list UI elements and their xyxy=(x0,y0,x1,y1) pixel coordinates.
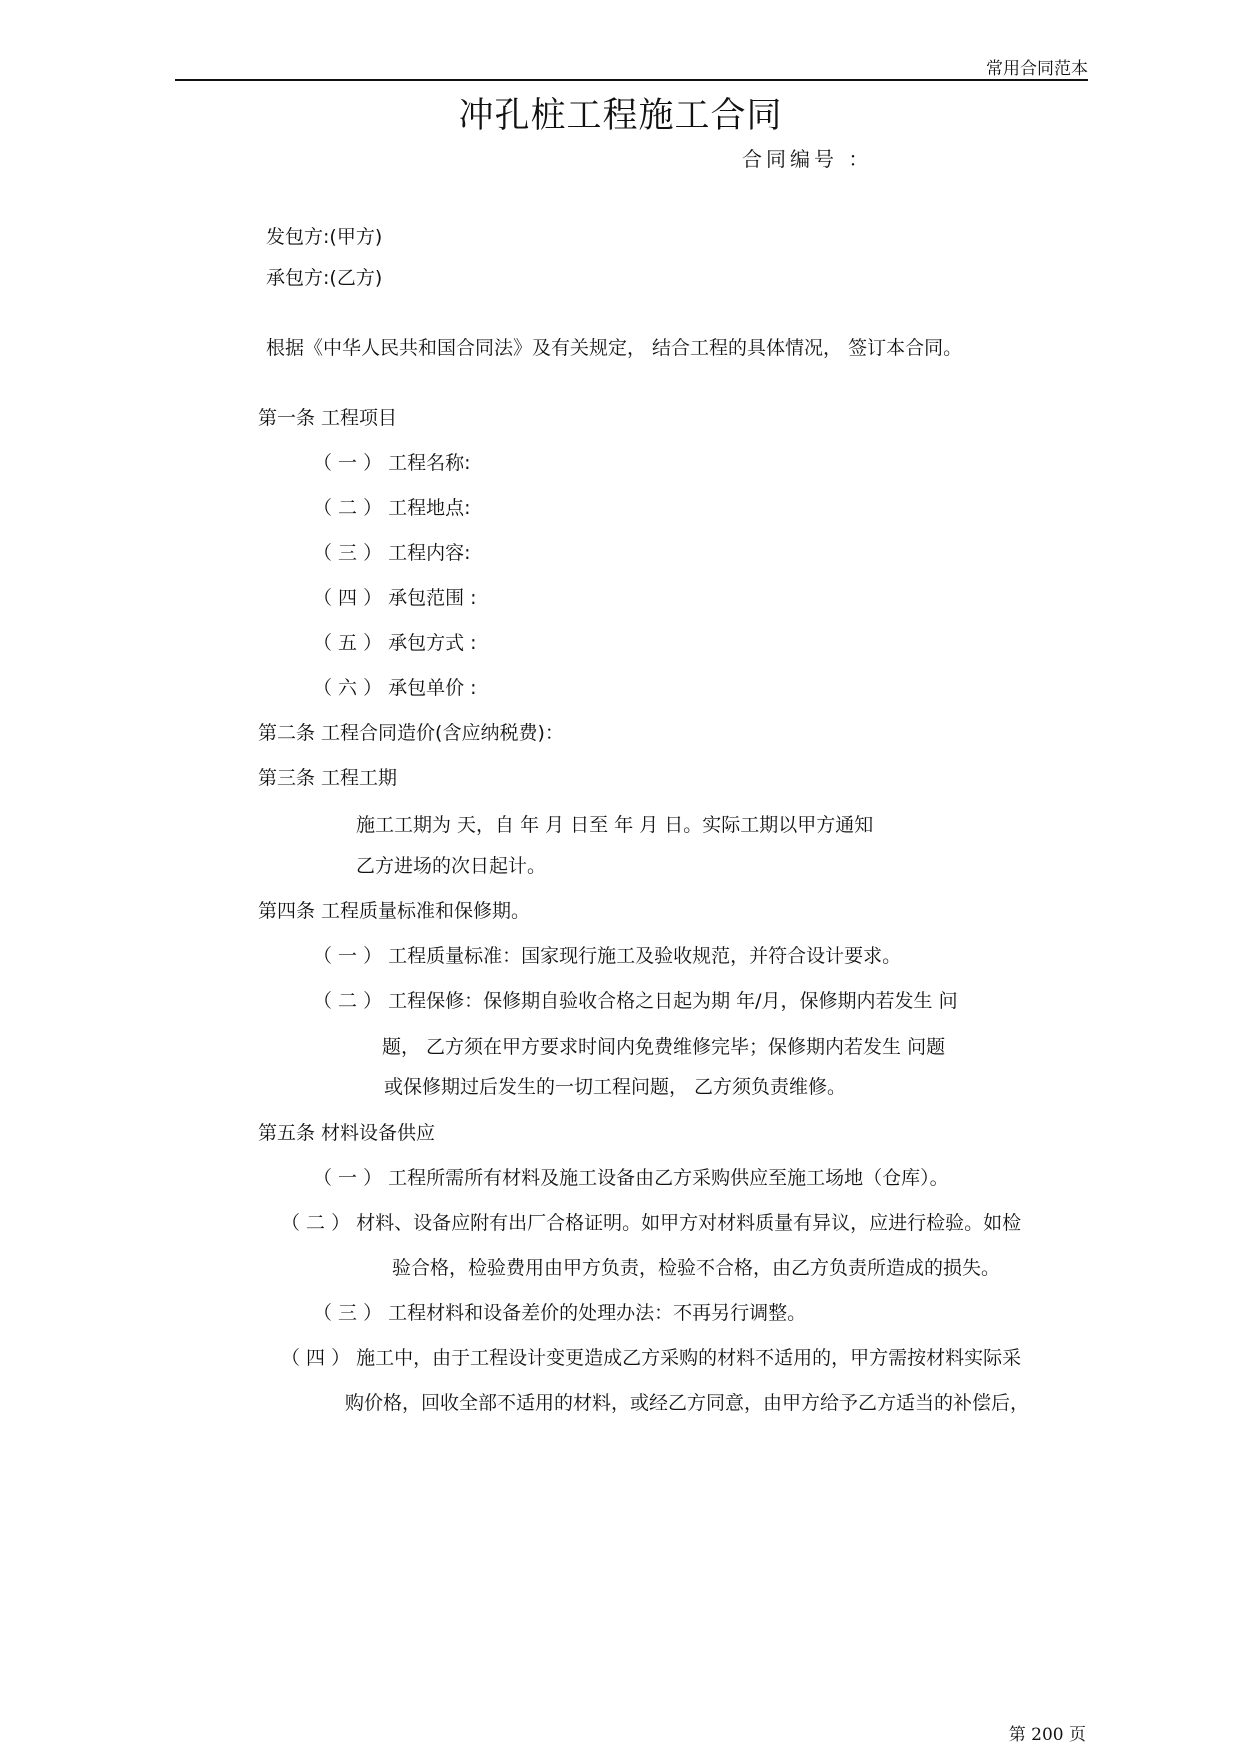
article5-item1: （ 一 ） 工程所需所有材料及施工设备由乙方采购供应至施工场地（仓库）。 xyxy=(313,1167,949,1189)
article5-item2: （ 二 ） 材料、设备应附有出厂合格证明。如甲方对材料质量有异议，应进行检验。如检 xyxy=(281,1212,1022,1234)
article1-item: （ 四 ） 承包范围 : xyxy=(313,587,477,609)
article5-heading: 第五条 材料设备供应 xyxy=(258,1122,436,1144)
article1-item: （ 三 ） 工程内容: xyxy=(313,542,471,564)
header-label: 常用合同范本 xyxy=(986,59,1088,79)
article5-item3: （ 三 ） 工程材料和设备差价的处理办法：不再另行调整。 xyxy=(313,1302,807,1324)
article1-item: （ 六 ） 承包单价 : xyxy=(313,677,477,699)
party-b-label: 承包方:(乙方) xyxy=(266,267,383,289)
article1-item: （ 二 ） 工程地点: xyxy=(313,497,471,519)
article1-heading: 第一条 工程项目 xyxy=(258,407,398,429)
contract-number-label: 合同编号 ： xyxy=(742,147,873,171)
article3-heading: 第三条 工程工期 xyxy=(258,767,398,789)
article3-body: 施工工期为 天，自 年 月 日至 年 月 日。实际工期以甲方通知 xyxy=(356,814,874,836)
article4-item1: （ 一 ） 工程质量标准：国家现行施工及验收规范，并符合设计要求。 xyxy=(313,945,902,967)
article5-item4-cont: 购价格，回收全部不适用的材料，或经乙方同意，由甲方给予乙方适当的补偿后， xyxy=(345,1392,1030,1414)
party-a-label: 发包方:(甲方) xyxy=(266,226,383,248)
document-title: 冲孔桩工程施工合同 xyxy=(458,96,783,136)
article5-item2-cont: 验合格，检验费用由甲方负责，检验不合格，由乙方负责所造成的损失。 xyxy=(392,1257,1001,1279)
article3-body-cont: 乙方进场的次日起计。 xyxy=(356,855,547,877)
article1-item: （ 五 ） 承包方式 : xyxy=(313,632,477,654)
article4-item2: （ 二 ） 工程保修：保修期自验收合格之日起为期 年/月，保修期内若发生 问 xyxy=(313,990,958,1012)
page-number: 第 200 页 xyxy=(1008,1725,1086,1745)
preamble: 根据《中华人民共和国合同法》及有关规定， 结合工程的具体情况， 签订本合同。 xyxy=(266,337,963,359)
article4-item2-cont: 或保修期过后发生的一切工程问题， 乙方须负责维修。 xyxy=(384,1076,847,1098)
article4-heading: 第四条 工程质量标准和保修期。 xyxy=(258,900,531,922)
article2-heading: 第二条 工程合同造价(含应纳税费)： xyxy=(258,722,564,744)
article5-item4: （ 四 ） 施工中，由于工程设计变更造成乙方采购的材料不适用的，甲方需按材料实际采 xyxy=(281,1347,1022,1369)
article1-item: （ 一 ） 工程名称: xyxy=(313,452,471,474)
header-rule xyxy=(175,79,1088,81)
article4-item2-cont: 题， 乙方须在甲方要求时间内免费维修完毕；保修期内若发生 问题 xyxy=(382,1036,946,1058)
